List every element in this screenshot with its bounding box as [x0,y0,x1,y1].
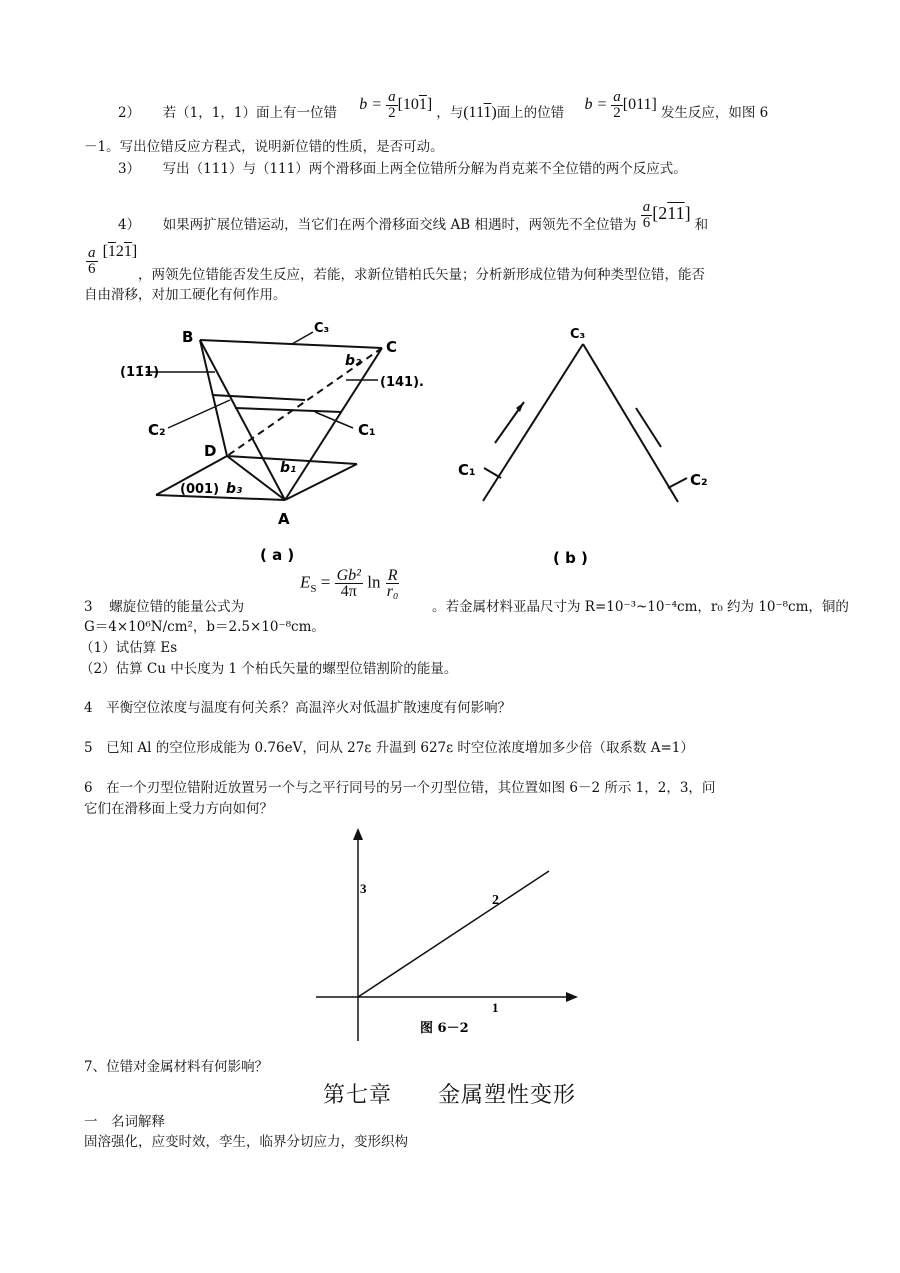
label-plane-141: (141). [380,375,424,390]
caption-b: ( b ) [553,549,588,567]
numerator: a [613,89,621,105]
leader-c2 [168,400,230,428]
fraction [385,568,401,599]
leader-c3 [292,332,313,344]
numerator: R [387,567,398,584]
question-5: 5 已知 Al 的空位形成能为 0.76eV，问从 27ε 升温到 627ε 时空位浓度增加多少倍（取系数 A=1） [84,740,694,756]
vector-part: ] [426,96,433,114]
plane-part: ) [491,104,497,122]
question-2-line-1 [118,89,769,129]
vector-part: [ [102,243,108,260]
denominator: 6 [642,215,651,231]
energy-question-line-1 [84,598,244,616]
question-4-vacancy: 4 平衡空位浓度与温度有何关系？高温淬火对低温扩散速度有何影响？ [84,700,512,716]
vector: [011] [622,96,657,114]
fraction [86,246,98,277]
question-number: 4） [118,217,141,234]
label-c2: C₂ [148,421,166,439]
vector-bar-index: 1 [107,243,116,260]
vector-part: [10 [397,96,419,114]
energy-formula [300,568,401,599]
numerator: Gb² [336,567,361,584]
burgers-vector-1 [359,89,436,121]
energy-question-line-1b: 。若金属材料亚晶尺寸为 R=10⁻³~10⁻⁴cm，r₀ 约为 10⁻⁸cm，铜的 [432,599,849,615]
denominator: 2 [388,105,396,121]
section-heading: 一 名词解释 [84,1114,165,1130]
figure-6-1-a [120,320,480,570]
formula-ln: ln [367,572,381,592]
fraction [611,90,623,121]
dislocation-symbol-c1 [484,468,501,478]
vector-bar-index: 1 [667,203,676,224]
vector-part: [2 [652,203,668,224]
edge-ba [200,340,285,500]
plane-001-bottom [156,495,285,500]
label-c3: C₃ [570,327,586,342]
fraction [641,200,653,231]
denominator: 4π [340,583,357,600]
chapter-title: 第七章 金属塑性变形 [323,1083,577,1108]
label-a: A [278,510,290,528]
formula-subscript: S [310,582,317,595]
energy-question-line-2: G＝4×10⁶N/cm²，b＝2.5×10⁻⁸cm。 [84,619,325,635]
formula-lhs: E [300,572,311,592]
question-text: 若（1，1，1）面上有一位错 [162,105,337,122]
y-axis-arrow-icon [353,828,363,840]
question-7: 7、位错对金属材料有何影响？ [84,1059,269,1075]
formula-lhs: b = [584,96,608,114]
label-c1: C₁ [458,461,476,479]
question-6-line-2: 它们在滑移面上受力方向如何？ [84,801,273,817]
formula-lhs: b = [359,96,383,114]
fraction [335,568,363,599]
question-text: 如果两扩展位错运动，当它们在两个滑移面交线 AB 相遇时，两领先不全位错为 [162,217,637,234]
numerator: a [388,89,396,105]
stacking-fault-line-2 [235,408,342,412]
x-axis-arrow-icon [566,992,578,1002]
plane-index [463,104,496,121]
vector-part: ] [131,243,138,260]
arrow-right [636,408,661,447]
question-text: 发生反应，如图 6 [660,105,769,122]
slip-line-left [483,344,583,501]
denominator: 2 [613,105,621,121]
denominator: r₀ [386,583,399,600]
question-text: 写出（111）与（111）两个滑移面上两全位错所分解为肖克莱不全位错的两个反应式。 [162,161,687,177]
slip-line-right [583,344,678,502]
figure-caption: 图 6－2 [420,1021,469,1036]
stacking-fault-line-1 [212,395,305,400]
fraction [386,90,398,121]
question-6-line-1: 6 在一个刃型位错附近放置另一个与之平行同号的另一个刃型位错，其位置如图 6－2 所示 1，2，3，问 [84,780,716,796]
edge-bc [200,340,382,348]
vector-bar-index: 1 [418,96,427,114]
question-4-line-3: 自由滑移，对加工硬化有何作用。 [84,287,287,303]
label-plane-111bar: (11̄1) [120,365,160,380]
leader-c1 [315,412,353,428]
label-c: C [386,338,398,356]
label-b: B [182,328,194,346]
figure-6-2 [300,820,600,1050]
formula-equals: = [320,572,331,592]
label-1: 1 [492,1000,499,1015]
vector-bar-index: 1 [675,203,685,224]
question-text: 面上的位错 [496,105,565,122]
label-2: 2 [492,893,499,908]
energy-subquestion-2: （2）估算 Cu 中长度为 1 个柏氏矢量的螺型位错割阶的能量。 [80,661,458,677]
term-list: 固溶强化，应变时效，孪生，临界分切应力，变形织构 [84,1134,408,1150]
label-d: D [204,442,217,460]
question-number: 2） [118,105,141,122]
vector-part: 2 [115,243,124,260]
energy-subquestion-1: （1）试估算 Es [80,640,178,656]
label-c1: C₁ [358,421,376,439]
question-4-line-1 [118,199,709,241]
question-text: 和 [694,217,709,234]
caption-a: ( a ) [260,546,295,564]
plane-part: (11 [463,104,484,122]
dislocation-symbol-c2 [668,478,687,488]
edge-bd [200,340,227,456]
question-2-line-2: －1。写出位错反应方程式，说明新位错的性质，是否可动。 [84,139,444,155]
question-3 [118,160,687,178]
label-b2: b₂ [345,353,362,369]
label-plane-001: (001) [180,482,220,497]
partial-dislocation-vector-1 [641,199,695,231]
partial-dislocation-vector-2 [86,243,138,277]
plane-bar-index: 1 [483,104,492,122]
question-number: 3 [84,599,93,615]
question-text: 螺旋位错的能量公式为 [109,599,245,615]
question-number: 3） [118,161,141,177]
label-b1: b₁ [280,460,297,476]
slip-direction-line [358,871,549,997]
vector-part: ] [684,203,691,224]
vector [103,243,138,260]
burgers-vector-2 [584,89,660,121]
denominator: 6 [88,261,96,277]
question-4-line-2: ，两领先位错能否发生反应，若能，求新位错柏氏矢量；分析新形成位错为何种类型位错，能否 [138,267,705,283]
vector-bar-index: 1 [123,243,132,260]
figure-6-1-b [440,320,760,570]
label-c3: C₃ [314,321,330,336]
question-text: ，与 [436,105,464,122]
numerator: a [88,245,96,261]
numerator: a [642,199,651,215]
label-b3: b₃ [226,481,243,497]
label-3: 3 [360,881,367,896]
label-c2: C₂ [690,471,708,489]
